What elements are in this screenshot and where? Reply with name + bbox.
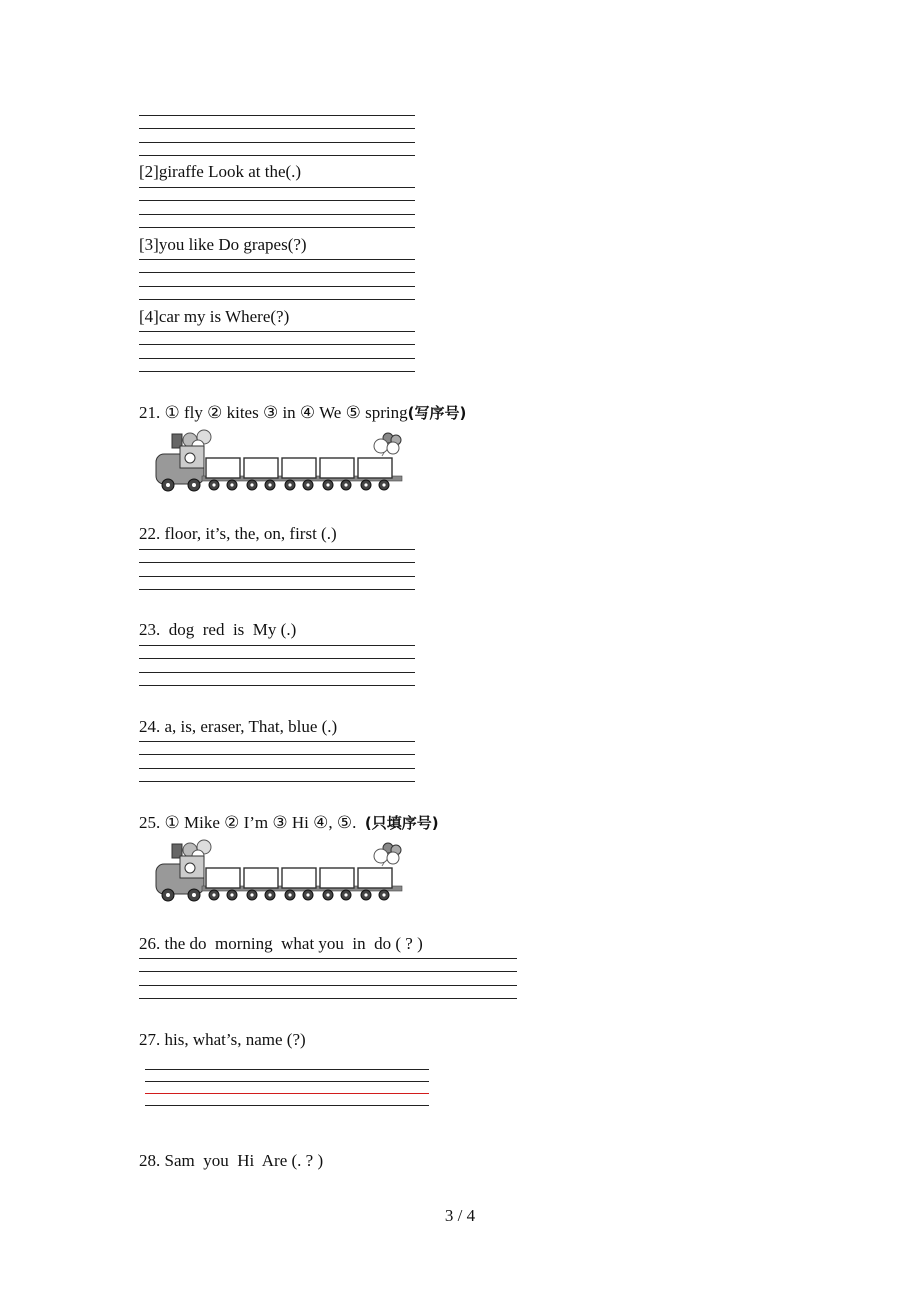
question-28: 28. Sam you Hi Are (. ? ) [139,1151,324,1170]
question-25-text: 25. ① Mike ② I’m ③ Hi ④, ⑤. [139,813,365,832]
question-2: [2]giraffe Look at the(.) [139,162,302,181]
question-21-text: 21. ① fly ② kites ③ in ④ We ⑤ spring [139,403,408,422]
question-23: 23. dog red is My (.) [139,620,297,639]
page-number: 3 / 4 [444,1206,476,1225]
question-3: [3]you like Do grapes(?) [139,235,307,254]
train-with-balloons-icon [152,838,408,908]
question-25 [139,813,439,833]
question-4: [4]car my is Where(?) [139,307,290,326]
question-25-note: (只填序号) [364,814,439,832]
question-21-note: (写序号) [407,404,467,422]
question-22: 22. floor, it’s, the, on, first (.) [139,524,337,543]
question-21 [139,403,466,423]
question-26: 26. the do morning what you in do ( ? ) [139,934,423,953]
question-24: 24. a, is, eraser, That, blue (.) [139,717,338,736]
question-27: 27. his, what’s, name (?) [139,1030,306,1049]
train-with-balloons-icon [152,428,408,498]
